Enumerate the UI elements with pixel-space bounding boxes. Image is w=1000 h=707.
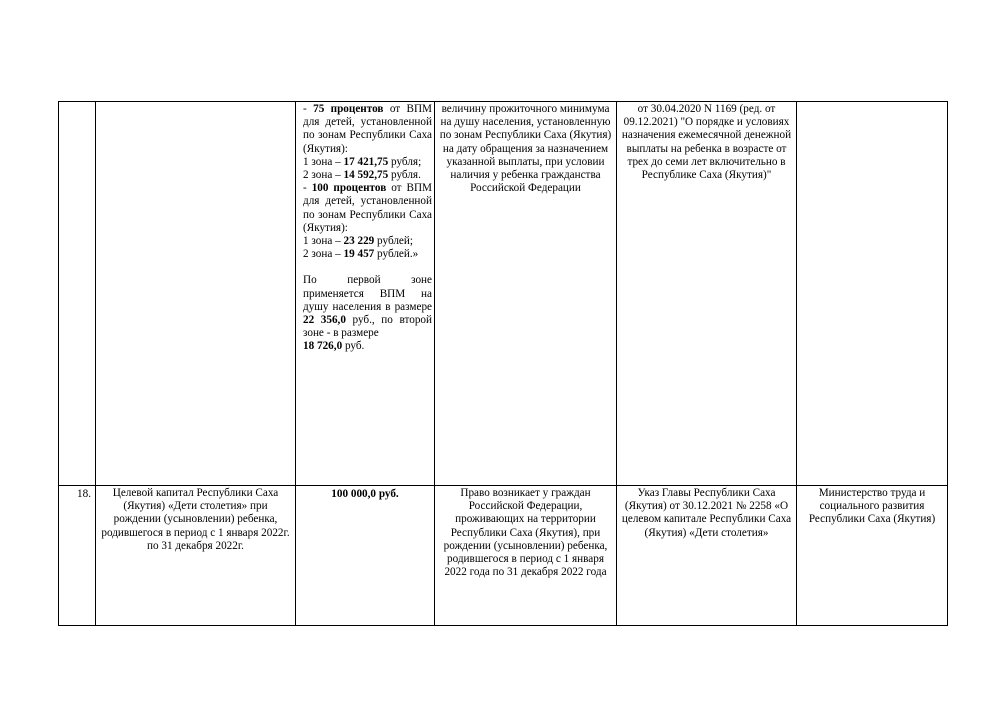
amount-line-text: 1 зона –	[303, 155, 344, 168]
amount-line-text: По первой зоне применяется ВПМ на душу населения в размере	[303, 274, 432, 313]
authority-cell	[797, 486, 948, 626]
amount-line-text: -	[303, 103, 314, 115]
amount-line	[303, 103, 432, 156]
amount-line-text: рубля;	[388, 155, 422, 168]
amount-line-text: руб.	[342, 340, 365, 353]
authority-cell	[797, 102, 948, 486]
legal-basis-text: Указ Главы Республики Саха (Якутия) от 30.12.2021 № 2258 «О целевом капитале Республики Саха (Якутия) «Дети столетия»	[621, 487, 792, 539]
amount-line	[303, 340, 432, 353]
amount-line-value: 23 229	[343, 235, 375, 248]
amount-line	[303, 261, 432, 274]
amount-line	[303, 182, 432, 235]
amount-line-value: 14 592,75	[343, 169, 389, 182]
table-row	[59, 102, 948, 486]
amount-line	[303, 169, 432, 182]
amount-line	[303, 248, 432, 261]
legal-basis-cell	[617, 486, 797, 626]
legal-basis-cell	[617, 102, 797, 486]
authority-text	[797, 102, 947, 103]
amount-line-text: 1 зона –	[303, 235, 344, 248]
benefit-title-cell	[96, 102, 296, 486]
amount-line-value: 22 356,0	[303, 314, 346, 327]
benefit-title-cell	[96, 486, 296, 626]
amount-line-text: -	[303, 182, 312, 195]
row-number	[59, 102, 95, 104]
amount-line-text: 2 зона –	[303, 248, 344, 261]
table-row	[59, 486, 948, 626]
benefit-amount: 100 000,0 руб.	[331, 488, 399, 500]
condition-text: Право возникает у граждан Российской Федерации, проживающих на территории Республики Саха (Якутия), при рождении (усыновлении) ребенка, родившегося в период с 1 января 2022 года по 31 декабря 2022 года	[443, 487, 608, 579]
amount-line-value: 17 421,75	[343, 155, 389, 168]
row-number: 18.	[77, 488, 91, 500]
amount-line-text: рубля.	[388, 169, 421, 182]
row-number-cell	[59, 102, 96, 486]
legal-basis-text: от 30.04.2020 N 1169 (ред. от 09.12.2021) "О порядке и условиях назначения ежемесячной денежной выплаты на ребенка в возрасте от трех до семи лет включительно в Республике Саха (Якутия)"	[621, 103, 792, 182]
benefits-table	[58, 101, 948, 626]
amount-line	[303, 274, 432, 340]
row-number-cell	[59, 486, 96, 626]
amount-line	[303, 235, 432, 248]
condition-text: величину прожиточного минимума на душу населения, установленную по зонам Республики Саха (Якутия) на дату обращения за назначением указанной выплаты, при условии наличия у ребенка гражданства Российской Федерации	[439, 103, 612, 195]
amount-cell	[296, 486, 435, 626]
amount-line-text: руб., по второй зоне - в размере	[303, 314, 432, 340]
condition-cell	[435, 102, 617, 486]
amount-details	[296, 102, 434, 354]
amount-line-text: рублей;	[374, 235, 413, 248]
amount-line-text: от ВПМ для детей, установленной по зонам Республики Саха (Якутия):	[303, 182, 432, 234]
amount-line-value: 19 457	[343, 248, 375, 261]
condition-cell	[435, 486, 617, 626]
authority-text: Министерство труда и социального развития Республики Саха (Якутия)	[808, 487, 936, 526]
benefit-title: Целевой капитал Республики Саха (Якутия) «Дети столетия» при рождении (усыновлении) ребенка, родившегося в период с 1 января 2022г. по 31 декабря 2022г.	[101, 487, 290, 552]
amount-cell	[296, 102, 435, 486]
amount-line-text: рублей.»	[374, 248, 419, 261]
amount-line-value: 100 процентов	[311, 182, 387, 195]
amount-line	[303, 156, 432, 169]
amount-line-text: 2 зона –	[303, 169, 344, 182]
benefit-title	[96, 102, 295, 103]
amount-line-text: от ВПМ для детей, установленной по зонам Республики Саха (Якутия):	[303, 103, 433, 155]
amount-line-value: 75 процентов	[313, 103, 384, 115]
amount-line-value: 18 726,0	[303, 340, 343, 353]
